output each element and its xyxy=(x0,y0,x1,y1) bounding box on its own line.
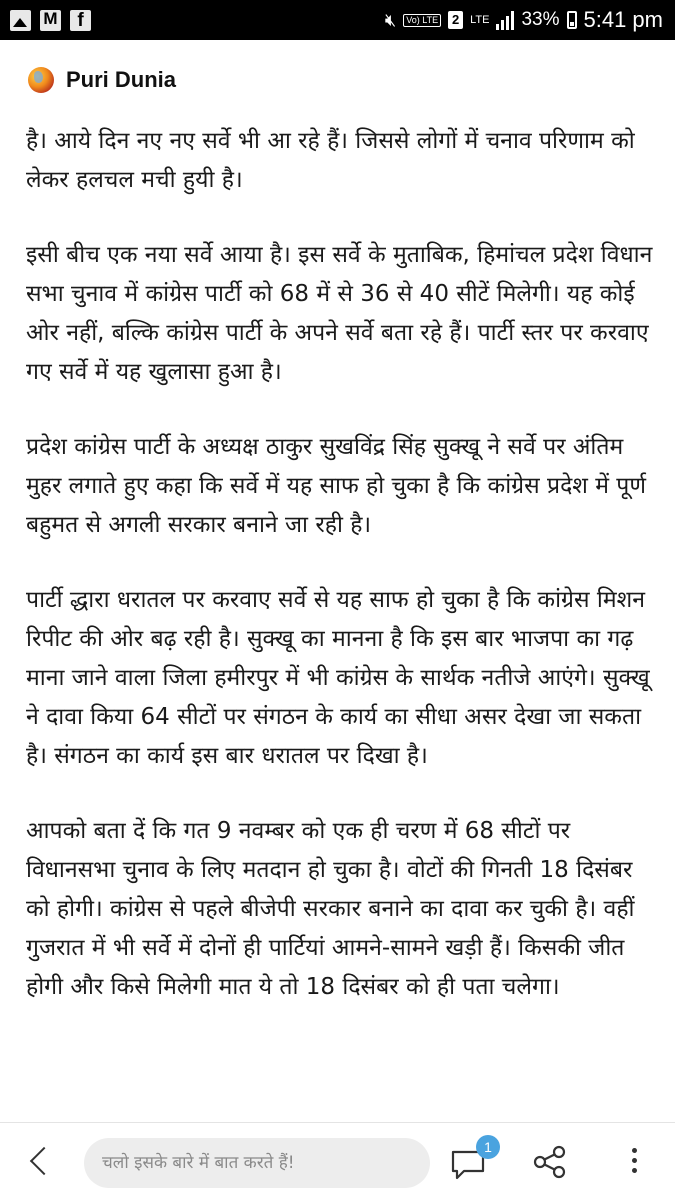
globe-logo-icon xyxy=(28,67,54,93)
system-icons xyxy=(385,7,663,33)
volte-icon: Vo) LTE xyxy=(403,14,441,27)
back-button[interactable] xyxy=(22,1143,58,1179)
battery-percent: 33% xyxy=(521,9,560,30)
more-options-button[interactable] xyxy=(622,1143,646,1183)
gmail-icon xyxy=(40,10,61,31)
clock: 5:41 pm xyxy=(583,7,663,32)
notification-icons xyxy=(10,10,100,31)
battery-icon xyxy=(567,11,577,29)
comments-button[interactable] xyxy=(450,1139,492,1183)
site-name[interactable]: Puri Dunia xyxy=(66,67,177,92)
network-type: LTE xyxy=(470,13,490,26)
mute-icon: 🔇︎ xyxy=(384,9,397,30)
article-paragraph: पार्टी द्धारा धरातल पर करवाए सर्वे से यह साफ हो चुका है कि कांग्रेस मिशन रिपीट की ओर बढ़ रही है। सुक्खू का मानना है कि इस बार भाजपा का गढ़ माना जाने वाला जिला हमीरपुर में भी कांग्रेस के सार्थक नतीजे आएंगे। सुक्खू ने दावा किया 64 सीटों पर संगठन के कार्य का सीधा असर देखा जा सकता है। संगठन का कार्य इस बार धरातल पर दिखा है। xyxy=(26,587,650,769)
article-paragraph: है। आये दिन नए नए सर्वे भी आ रहे हैं। जिससे लोगों में चनाव परिणाम को लेकर हलचल मची हुयी है। xyxy=(26,128,635,193)
comment-count-badge: 1 xyxy=(476,1135,500,1159)
article-body xyxy=(26,122,656,1112)
gallery-icon xyxy=(10,10,31,31)
chat-input[interactable] xyxy=(84,1138,430,1188)
app-header xyxy=(0,40,675,120)
article-paragraph: इसी बीच एक नया सर्वे आया है। इस सर्वे के मुताबिक, हिमांचल प्रदेश विधान सभा चुनाव में कांग्रेस पार्टी को 68 में से 36 से 40 सीटें मिलेगी। यह कोई ओर नहीं, बल्कि कांग्रेस पार्टी के अपने सर्वे बता रहे हैं। पार्टी स्तर पर करवाए गए सर्वे में यह खुलासा हुआ है। xyxy=(26,242,653,385)
share-icon xyxy=(532,1145,568,1179)
facebook-icon xyxy=(70,10,91,31)
sim-indicator: 2 xyxy=(448,11,463,29)
bottom-toolbar xyxy=(0,1122,675,1200)
more-vertical-icon xyxy=(622,1148,646,1173)
article-paragraph: प्रदेश कांग्रेस पार्टी के अध्यक्ष ठाकुर सुखविंद्र सिंह सुक्खू ने सर्वे पर अंतिम मुहर लगाते हुए कहा कि सर्वे में यह साफ हो चुका है कि कांग्रेस प्रदेश में पूर्ण बहुमत से अगली सरकार बनाने जा रही है। xyxy=(26,434,646,538)
share-button[interactable] xyxy=(532,1145,572,1181)
status-bar xyxy=(0,0,675,40)
article-paragraph: आपको बता दें कि गत 9 नवम्बर को एक ही चरण में 68 सीटों पर विधानसभा चुनाव के लिए मतदान हो चुका है। वोटों की गिनती 18 दिसंबर को होगी। कांग्रेस से पहले बीजेपी सरकार बनाने का दावा कर चुकी है। वहीं गुजरात में भी सर्वे में दोनों ही पार्टियां आमने-सामने खड़ी हैं। किसकी जीत होगी और किसे मिलेगी मात ये तो 18 दिसंबर को ही पता चलेगा। xyxy=(26,818,635,1000)
signal-icon xyxy=(496,10,514,30)
